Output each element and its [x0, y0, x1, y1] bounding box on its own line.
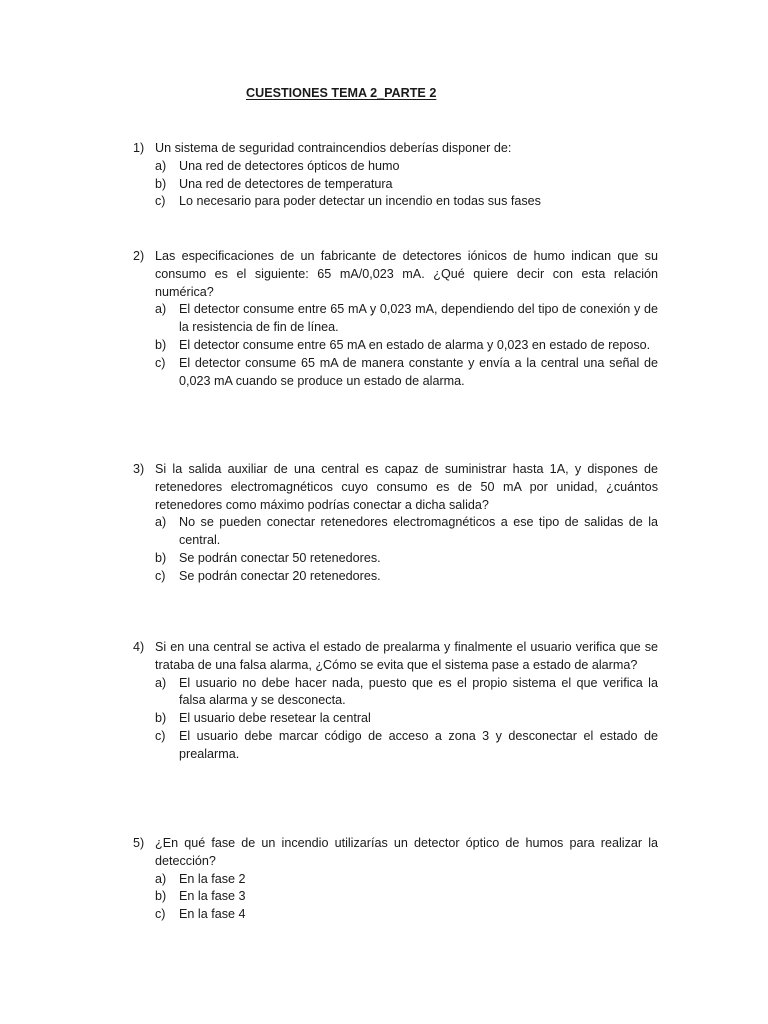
option-a: [133, 514, 658, 550]
question-3: [133, 461, 658, 586]
question-5: [133, 835, 658, 924]
question-text: ¿En qué fase de un incendio utilizarías un detector óptico de humos para realizar la detección?: [155, 836, 658, 868]
option-letter: b): [155, 711, 167, 726]
option-text: Una red de detectores ópticos de humo: [179, 158, 400, 173]
question-text: Si en una central se activa el estado de prealarma y finalmente el usuario verifica que se trataba de una falsa alarma, ¿Cómo se evita que el sistema pase a estado de alarma?: [155, 640, 658, 672]
option-list: [133, 675, 658, 764]
question-2: [133, 248, 658, 390]
option-letter: b): [155, 176, 167, 191]
question-number: 3): [133, 462, 145, 476]
option-letter: c): [155, 194, 166, 209]
option-letter: a): [155, 158, 167, 173]
option-a: [133, 301, 658, 337]
option-c: [133, 355, 658, 391]
document-title: CUESTIONES TEMA 2_PARTE 2: [246, 86, 437, 100]
option-text: En la fase 2: [179, 871, 246, 886]
question-text: Un sistema de seguridad contraincendios deberías disponer de:: [155, 141, 512, 155]
question-text: Si la salida auxiliar de una central es capaz de suministrar hasta 1A, y dispones de retenedores electromagnéticos cuyo consumo es de 50 mA por unidad, ¿cuántos retenedores como máximo podrías conectar a dicha salida?: [155, 462, 658, 512]
question-4: [133, 639, 658, 764]
option-text: Lo necesario para poder detectar un incendio en todas sus fases: [179, 194, 541, 209]
option-b: [133, 888, 658, 906]
question-number: 4): [133, 640, 145, 654]
option-c: [133, 568, 658, 586]
option-list: [133, 514, 658, 585]
option-b: [133, 176, 658, 194]
option-b: [133, 337, 658, 355]
option-b: [133, 710, 658, 728]
option-text: Una red de detectores de temperatura: [179, 176, 393, 191]
question-number: 5): [133, 836, 145, 850]
question-number: 1): [133, 141, 145, 155]
option-letter: c): [155, 568, 166, 583]
option-b: [133, 550, 658, 568]
option-c: [133, 193, 658, 211]
option-letter: b): [155, 889, 167, 904]
option-letter: c): [155, 907, 166, 922]
question-text: Las especificaciones de un fabricante de detectores iónicos de humo indican que su consumo es el siguiente: 65 mA/0,023 mA. ¿Qué quiere decir con esta relación numérica?: [155, 249, 658, 299]
option-text: El detector consume entre 65 mA en estado de alarma y 0,023 en estado de reposo.: [179, 337, 651, 352]
option-letter: c): [155, 355, 166, 370]
option-text: Se podrán conectar 50 retenedores.: [179, 550, 381, 565]
option-text: El usuario debe resetear la central: [179, 711, 371, 726]
option-c: [133, 906, 658, 924]
option-text: En la fase 3: [179, 889, 246, 904]
option-text: El usuario debe marcar código de acceso a zona 3 y desconectar el estado de prealarma.: [179, 728, 658, 761]
option-a: [133, 158, 658, 176]
question-1: [133, 140, 658, 211]
option-text: En la fase 4: [179, 907, 246, 922]
option-text: El detector consume entre 65 mA y 0,023 mA, dependiendo del tipo de conexión y de la resistencia de fin de línea.: [179, 302, 658, 335]
option-letter: a): [155, 871, 167, 886]
option-letter: a): [155, 302, 167, 317]
option-list: [133, 301, 658, 390]
option-letter: b): [155, 337, 167, 352]
option-list: [133, 871, 658, 924]
option-letter: b): [155, 550, 167, 565]
option-c: [133, 728, 658, 764]
question-number: 2): [133, 249, 145, 263]
option-letter: a): [155, 515, 167, 530]
option-text: No se pueden conectar retenedores electromagnéticos a ese tipo de salidas de la central.: [179, 515, 658, 548]
option-a: [133, 871, 658, 889]
option-text: El detector consume 65 mA de manera constante y envía a la central una señal de 0,023 mA cuando se produce un estado de alarma.: [179, 355, 658, 388]
option-letter: c): [155, 728, 166, 743]
option-text: El usuario no debe hacer nada, puesto que es el propio sistema el que verifica la falsa alarma y se desconecta.: [179, 675, 658, 708]
option-letter: a): [155, 675, 167, 690]
option-list: [133, 158, 658, 211]
option-a: [133, 675, 658, 711]
option-text: Se podrán conectar 20 retenedores.: [179, 568, 381, 583]
